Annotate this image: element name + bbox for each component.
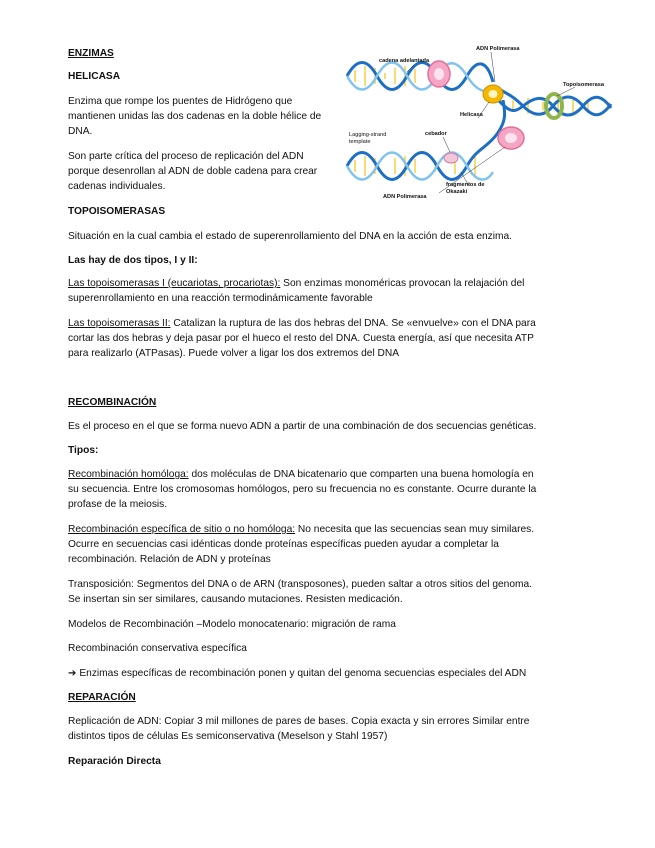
helicase-core xyxy=(489,90,498,98)
recomb-homo-line2: su secuencia. Entre los cromosomas homólogos, pero su frecuencia no es constante. Ocurre durante la xyxy=(68,484,537,495)
recomb-types-heading: Tipos: xyxy=(68,445,99,456)
helicasa-p2-line3: cadenas individuales. xyxy=(68,181,166,192)
repar-line2: distintos tipos de células Es semiconservativa (Meselson y Stahl 1957) xyxy=(68,731,388,742)
recomb-arrow-note: ➔ Enzimas específicas de recombinación ponen y quitan del genoma secuencias especiales del ADN xyxy=(68,668,527,679)
topo-type1-line1 xyxy=(68,276,524,292)
helicasa-p1-line1: Enzima que rompe los puentes de Hidrógeno que xyxy=(68,96,293,107)
recomb-homo-lead: Recombinación homóloga: xyxy=(68,469,189,480)
label-fragmentos-line1: fragmentos de xyxy=(446,182,485,188)
topo-type2-line1 xyxy=(68,316,536,332)
label-topoisomerasa: Topoisomerasa xyxy=(563,82,604,88)
helicasa-p1-line2: mantienen unidas las dos cadenas en la doble hélice de xyxy=(68,111,322,122)
recomb-models: Modelos de Recombinación –Modelo monocatenario: migración de rama xyxy=(68,619,396,630)
helicasa-p1-line3: DNA. xyxy=(68,126,93,137)
primer-blob xyxy=(444,153,458,163)
topo-types-heading: Las hay de dos tipos, I y II: xyxy=(68,255,198,266)
recomb-spec-line2: Ocurre en secuencias casi idénticas donde proteínas específicas pueden ayudar a completar la xyxy=(68,539,499,550)
polymerase-bottom-core xyxy=(505,133,517,143)
dna-replication-figure xyxy=(343,42,615,208)
polymerase-top-core xyxy=(434,68,444,80)
topo-type1-line2: superenrollamiento en una reacción termodinámicamente favorable xyxy=(68,293,373,304)
topo-type2-lead: Las topoisomerasas II: xyxy=(68,318,171,329)
recomb-spec-line3: recombinación. Relación de ADN y proteínas xyxy=(68,554,271,565)
recomb-spec-lead: Recombinación específica de sitio o no homóloga: xyxy=(68,524,296,535)
helicasa-p2-line2: porque desenrollan al ADN de doble cadena para crear xyxy=(68,166,318,177)
topo-type2-rest: Catalizan la ruptura de las dos hebras del DNA. Se «envuelve» con el DNA para xyxy=(170,318,536,329)
label-lagging-line1: Lagging-strand xyxy=(349,132,387,138)
label-adn-polimerasa-bottom: ADN Polimerasa xyxy=(383,194,427,200)
label-lagging-line2: template xyxy=(349,139,371,145)
topo-type2-line3: para realizarlo (ATPasas). Puede volver a ligar los dos extremos del DNA xyxy=(68,348,400,359)
repar-line1: Replicación de ADN: Copiar 3 mil millones de pares de bases. Copia exacta y sin errores Similar entre xyxy=(68,716,530,727)
recomb-spec-line1 xyxy=(68,522,534,538)
recomb-spec-rest: No necesita que las secuencias sean muy similares. xyxy=(295,524,535,535)
recomb-homo-line3: profase de la meiosis. xyxy=(68,499,168,510)
recomb-heading: RECOMBINACIÓN xyxy=(68,397,157,408)
topo-type1-lead: Las topoisomerasas I (eucariotas, procariotas): xyxy=(68,278,281,289)
label-cebador: cebador xyxy=(425,131,447,137)
topo-type1-rest: Son enzimas monoméricas provocan la relajación del xyxy=(280,278,525,289)
helicasa-p2-line1: Son parte crítica del proceso de replicación del ADN xyxy=(68,151,304,162)
label-helicasa: Helicasa xyxy=(460,112,483,118)
recomb-transp-line2: Se insertan sin ser similares, causando mutaciones. Resisten medicación. xyxy=(68,594,403,605)
recomb-transp-line1: Transposición: Segmentos del DNA o de ARN (transposones), pueden saltar a otros sitios del genoma. xyxy=(68,579,532,590)
recomb-conservative: Recombinación conservativa específica xyxy=(68,643,247,654)
helicasa-heading: HELICASA xyxy=(68,71,121,82)
document-title: ENZIMAS xyxy=(68,48,114,59)
label-cadena-adelantada: cadena adelantada xyxy=(379,58,430,64)
recomb-homo-rest: dos moléculas de DNA bicatenario que comparten una buena homología en xyxy=(188,469,534,480)
label-adn-polimerasa-top: ADN Polimerasa xyxy=(476,46,520,52)
topo-heading: TOPOISOMERASAS xyxy=(68,206,166,217)
repar-sub-heading: Reparación Directa xyxy=(68,756,161,767)
recomb-homo-line1 xyxy=(68,467,534,483)
recomb-intro: Es el proceso en el que se forma nuevo ADN a partir de una combinación de dos secuencias genéticas. xyxy=(68,421,537,432)
label-fragmentos-line2: Okazaki xyxy=(446,189,468,195)
topo-type2-line2: cortar las dos hebras y deja pasar por el hueco el resto del DNA. Cuesta energía, así que necesita ATP xyxy=(68,333,534,344)
topo-intro: Situación en la cual cambia el estado de superenrollamiento del DNA en la acción de esta enzima. xyxy=(68,231,512,242)
repar-heading: REPARACIÓN xyxy=(68,692,136,703)
